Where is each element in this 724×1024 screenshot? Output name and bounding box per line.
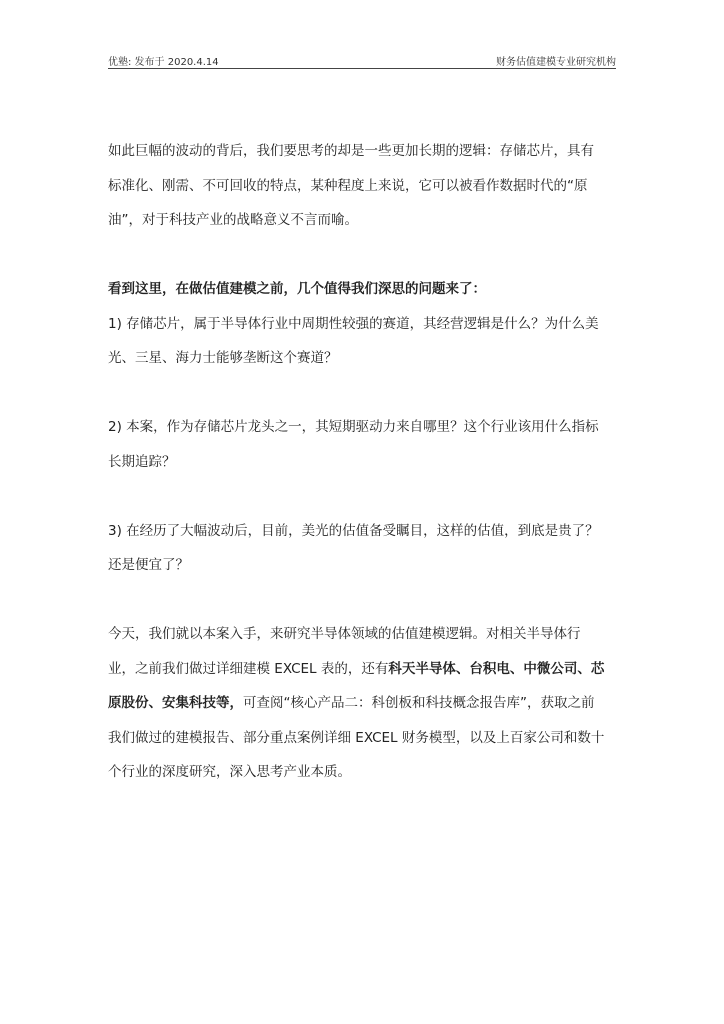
question-1: 1) 存储芯片，属于半导体行业中周期性较强的赛道，其经营逻辑是什么？为什么美光、三星、海力士能够垄断这个赛道？ [108,315,599,366]
header-org-name: 财务估值建模专业研究机构 [496,57,616,68]
conclusion-companies: 科天半导体、台积电、中微公司、芯原股份、安集科技等， [108,660,605,711]
questions-heading: 看到这里，在做估值建模之前，几个值得我们深思的问题来了： [108,281,486,297]
paragraph-conclusion [108,617,606,790]
paragraph-intro: 如此巨幅的波动的背后，我们要思考的却是一些更加长期的逻辑：存储芯片，具有标准化、刚需、不可回收的特点，某种程度上来说，它可以被看作数据时代的“原油”，对于科技产业的战略意义不言而喻。 [108,143,594,228]
conclusion-text-b: 可查阅“核心产品二：科创板和科技概念报告库”，获取之前我们做过的建模报告、部分重点案例详细 EXCEL 财务模型，以及上百家公司和数十个行业的深度研究，深入思考产业本质。 [108,695,605,780]
page-header [108,50,616,69]
question-3: 3) 在经历了大幅波动后，目前，美光的估值备受瞩目，这样的估值，到底是贵了？还是便宜了？ [108,522,599,573]
header-publish-date: 优塾: 发布于 2020.4.14 [108,57,219,68]
question-2: 2) 本案，作为存储芯片龙头之一，其短期驱动力来自哪里？这个行业该用什么指标长期追踪？ [108,419,599,470]
article-body [108,134,606,790]
conclusion-text-a: 今天，我们就以本案入手，来研究半导体领域的估值建模逻辑。对相关半导体行业，之前我们做过详细建模 EXCEL 表的，还有 [108,626,581,677]
